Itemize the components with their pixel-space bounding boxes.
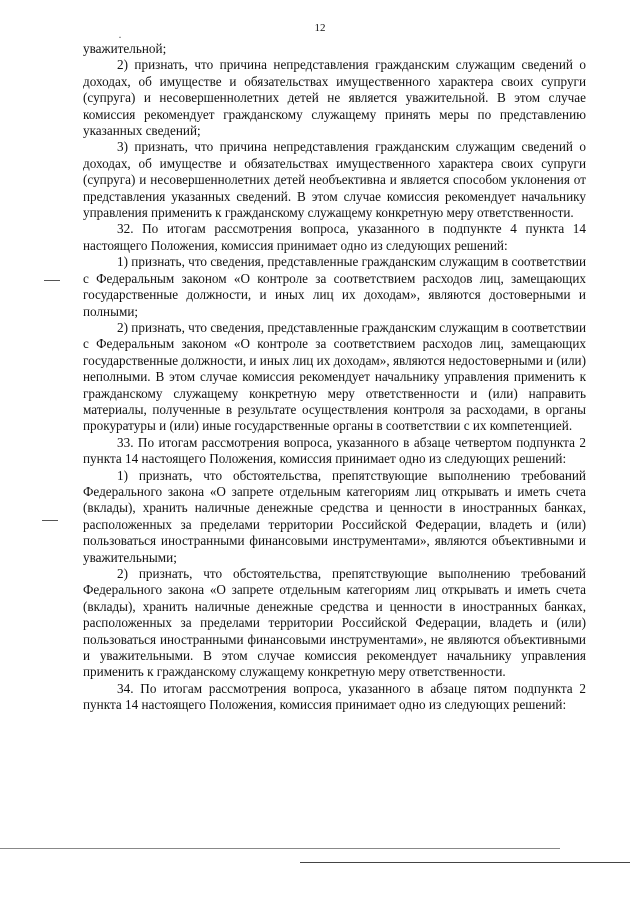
paragraph: 1) признать, что сведения, представленные гражданским служащим в соответствии с Федеральным законом «О контроле за соответствием расходов лиц, замещающих государственные должности, и иных лиц их доходам», являются достоверными и полными; bbox=[83, 254, 586, 319]
scan-line bbox=[300, 862, 630, 863]
scan-line bbox=[0, 848, 560, 849]
paragraph: 2) признать, что обстоятельства, препятствующие выполнению требований Федерального закона «О запрете отдельным категориям лиц открывать и иметь счета (вклады), хранить наличные денежные средства и ценности в иностранных банках, расположенных за пределами территории Российской Федерации, владеть и (или) пользоваться иностранными финансовыми инструментами», не являются объективными и уважительными. В этом случае комиссия рекомендует начальнику управления применить к гражданскому служащему конкретную меру ответственности. bbox=[83, 566, 586, 680]
paragraph: 1) признать, что обстоятельства, препятствующие выполнению требований Федерального закона «О запрете отдельным категориям лиц открывать и иметь счета (вклады), хранить наличные денежные средства и ценности в иностранных банках, расположенных за пределами территории Российской Федерации, владеть и (или) пользоваться иностранными финансовыми инструментами», являются объективными и уважительными; bbox=[83, 467, 586, 565]
paragraph: 32. По итогам рассмотрения вопроса, указанного в подпункте 4 пункта 14 настоящего Положения, комиссия принимает одно из следующих решений: bbox=[83, 221, 586, 253]
paragraph: 34. По итогам рассмотрения вопроса, указанного в абзаце пятом подпункта 2 пункта 14 настоящего Положения, комиссия принимает одно из следующих решений: bbox=[83, 680, 586, 713]
margin-mark bbox=[44, 280, 60, 281]
page-number: 12 bbox=[314, 22, 326, 34]
margin-mark bbox=[42, 520, 58, 521]
paragraph: уважительной; bbox=[83, 41, 167, 56]
scan-speck: · bbox=[118, 30, 122, 44]
paragraph: 33. По итогам рассмотрения вопроса, указанного в абзаце четвертом подпункта 2 пункта 14 настоящего Положения, комиссия принимает одно из следующих решений: bbox=[83, 434, 586, 467]
paragraph: 3) признать, что причина непредставления гражданским служащим сведений о доходах, об имуществе и обязательствах имущественного характера своих супруги (супруга) и несовершеннолетних детей необъективна и является способом уклонения от представления указанных сведений. В этом случае комиссия рекомендует начальнику управления применить к гражданскому служащему конкретную меру ответственности. bbox=[83, 139, 586, 221]
paragraph: 2) признать, что причина непредставления гражданским служащим сведений о доходах, об имуществе и обязательствах имущественного характера своих супруги (супруга) и несовершеннолетних детей не является уважительной. В этом случае комиссия рекомендует гражданскому служащему принять меры по представлению указанных сведений; bbox=[83, 57, 586, 139]
paragraph: 2) признать, что сведения, представленные гражданским служащим в соответствии с Федеральным законом «О контроле за соответствием расходов лиц, замещающих государственные должности, и иных лиц их доходам», являются недостоверными и (или) неполными. В этом случае комиссия рекомендует начальнику управления применить к гражданскому служащему конкретную меру ответственности и (или) направить материалы, полученные в результате осуществления контроля за расходами, в органы прокуратуры и (или) иные государственные органы в соответствии с их компетенцией. bbox=[83, 319, 586, 434]
document-body bbox=[83, 41, 586, 714]
